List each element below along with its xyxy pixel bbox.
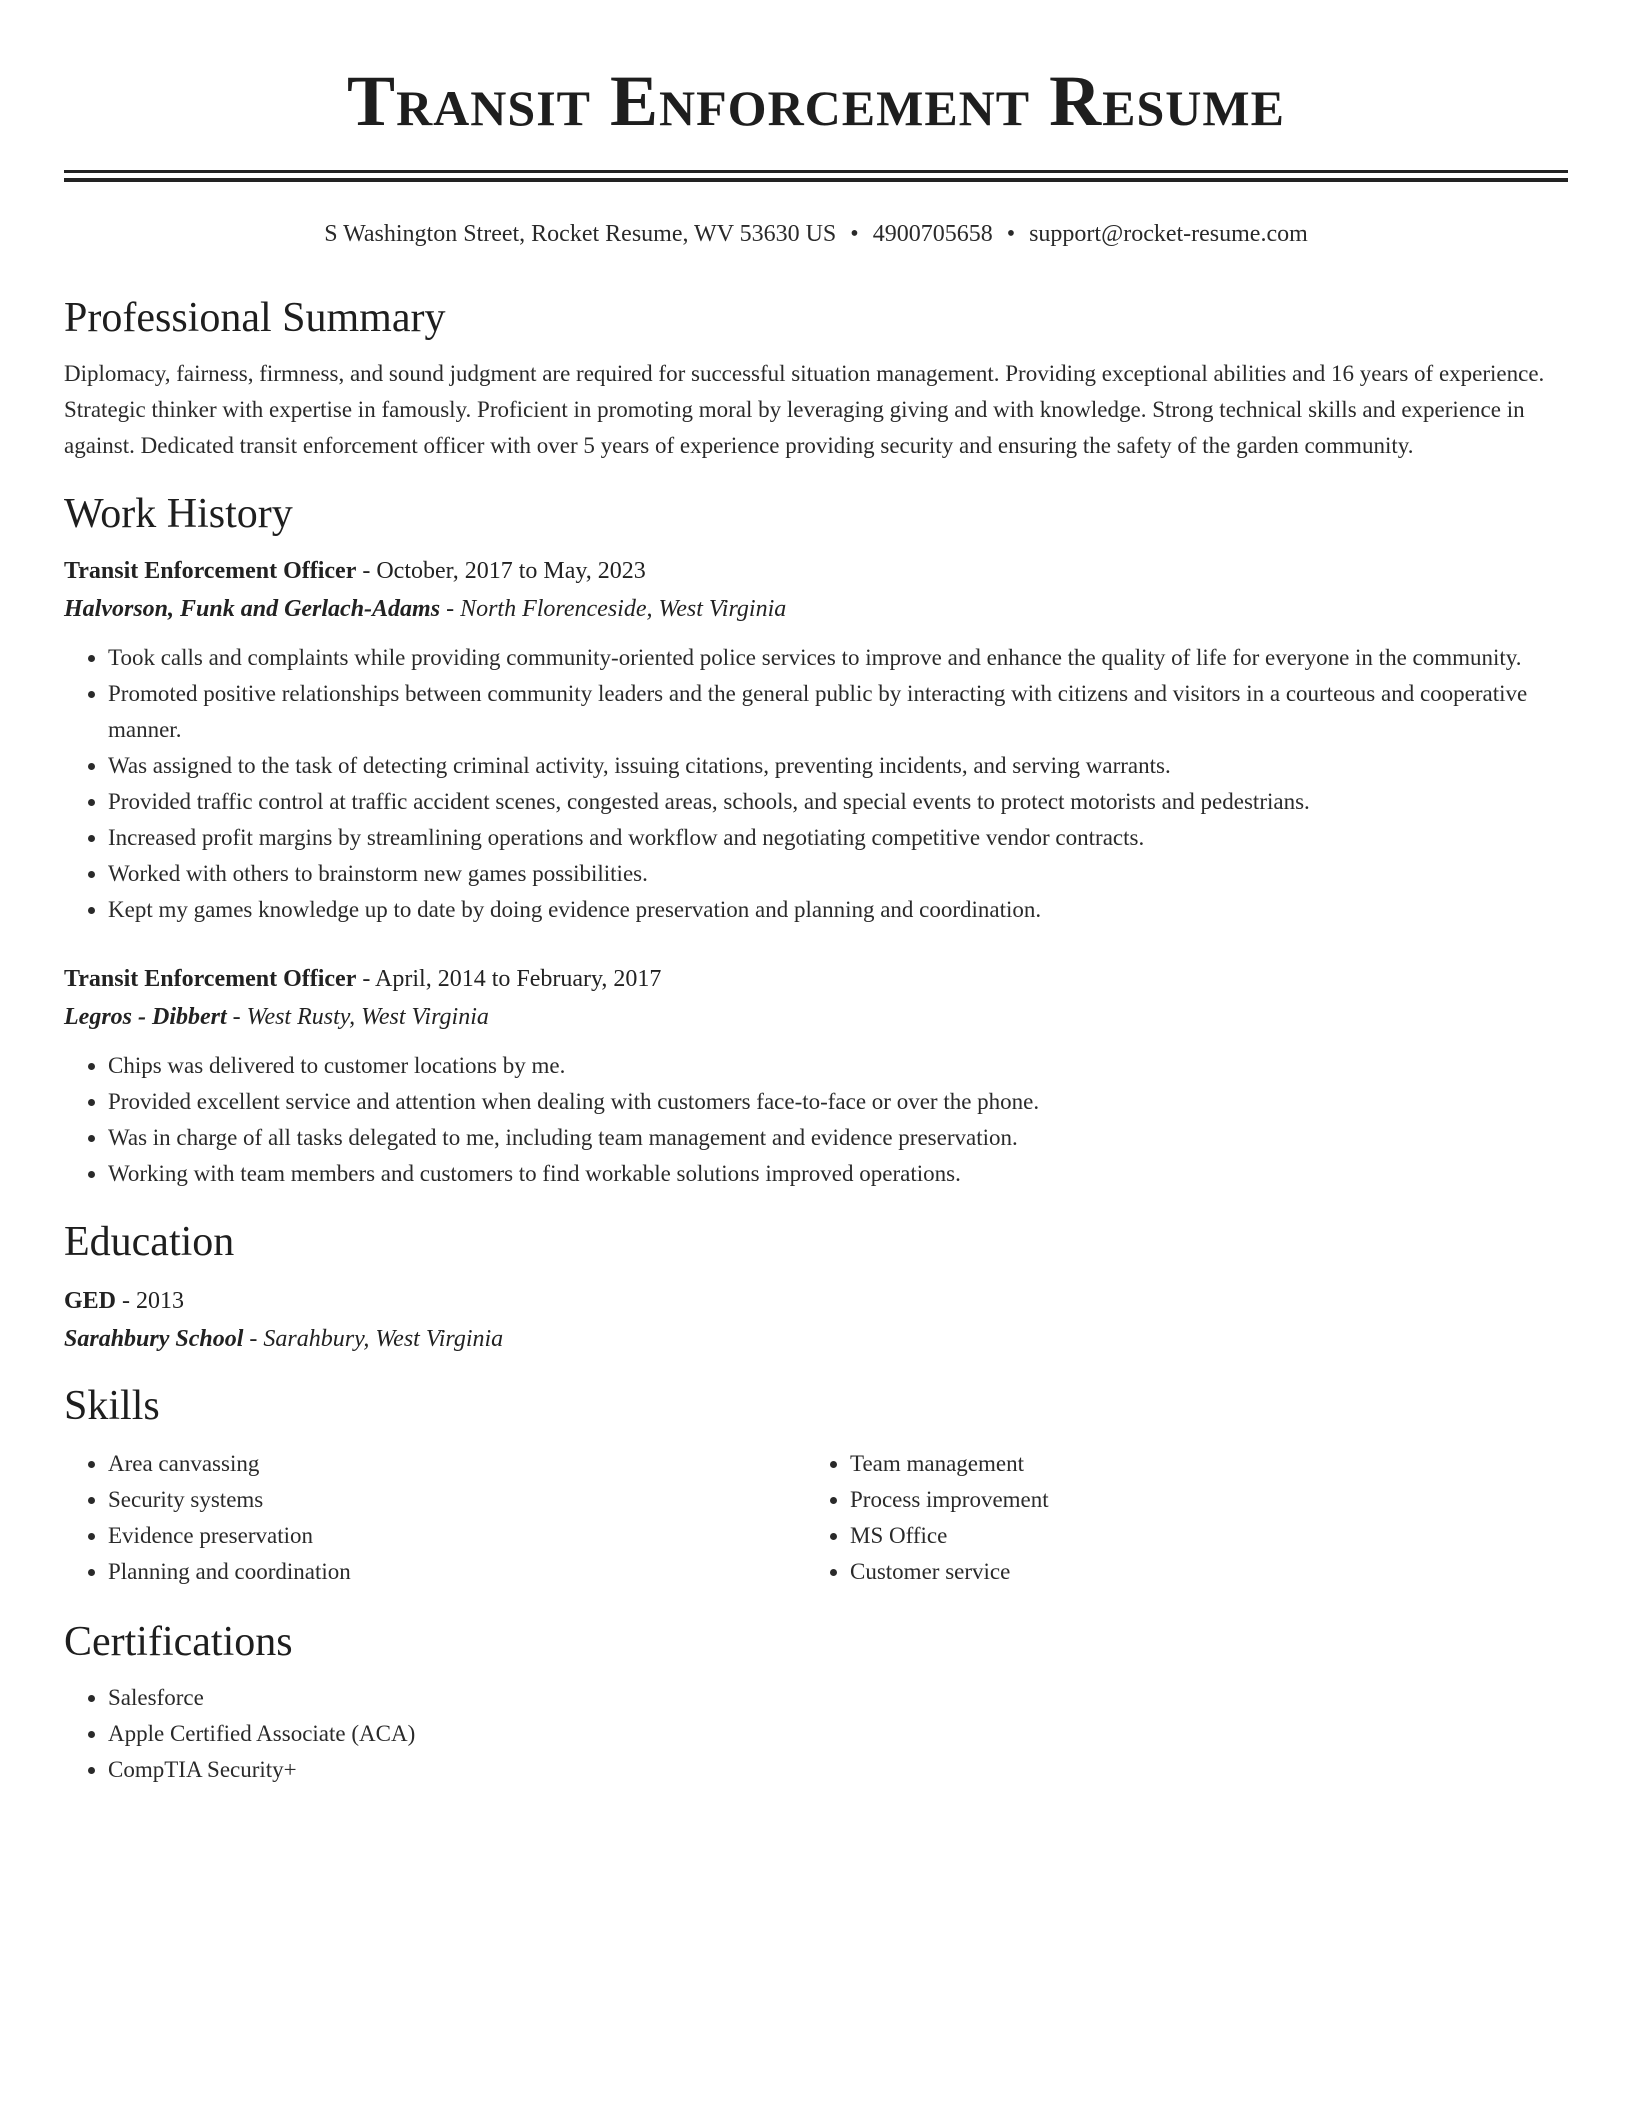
contact-separator: • <box>1006 221 1016 247</box>
education-location: - Sarahbury, West Virginia <box>243 1326 504 1352</box>
skills-heading: Skills <box>64 1383 160 1429</box>
job-role: Transit Enforcement Officer <box>64 966 357 992</box>
list-item: • Promoted positive relationships between community leaders and the general public by interacting with citizens and visitors in a courteous and cooperative manner. <box>108 676 1568 748</box>
list-item: • Provided traffic control at traffic accident scenes, congested areas, schools, and special events to protect motorists and pedestrians. <box>108 784 1568 820</box>
education-degree: GED <box>64 1288 117 1314</box>
skills-column-left <box>64 1446 806 1590</box>
list-item: • Apple Certified Associate (ACA) <box>108 1716 1568 1752</box>
list-item: • Process improvement <box>850 1482 1548 1518</box>
education-school: Sarahbury School <box>64 1326 244 1352</box>
title-divider <box>64 170 1568 182</box>
list-item: • Area canvassing <box>108 1446 806 1482</box>
education-entry <box>64 1282 1568 1358</box>
contact-line <box>64 218 1568 250</box>
job-entry <box>64 960 1568 1192</box>
list-item: • Increased profit margins by streamlining operations and workflow and negotiating competitive vendor contracts. <box>108 820 1568 856</box>
list-item: • Team management <box>850 1446 1548 1482</box>
list-item: • CompTIA Security+ <box>108 1752 1568 1788</box>
contact-phone: 4900705658 <box>872 221 993 247</box>
list-item: • MS Office <box>850 1518 1548 1554</box>
job-duties <box>64 1048 1568 1192</box>
list-item: • Customer service <box>850 1554 1548 1590</box>
job-company-line <box>64 590 1568 628</box>
certifications-list <box>64 1680 1568 1788</box>
contact-email: support@rocket-resume.com <box>1029 221 1308 247</box>
contact-separator: • <box>850 221 859 247</box>
list-item: • Security systems <box>108 1482 806 1518</box>
job-dates: - April, 2014 to February, 2017 <box>356 966 662 992</box>
job-location: - West Rusty, West Virginia <box>226 1004 489 1030</box>
list-item: • Was assigned to the task of detecting criminal activity, issuing citations, preventing incidents, and serving warrants. <box>108 748 1568 784</box>
education-heading: Education <box>64 1219 235 1265</box>
job-company: Legros - Dibbert <box>64 1004 227 1030</box>
list-item: • Planning and coordination <box>108 1554 806 1590</box>
job-role: Transit Enforcement Officer <box>64 558 357 584</box>
skills-list <box>64 1446 1568 1590</box>
certifications-heading: Certifications <box>64 1619 293 1665</box>
skills-column-right <box>806 1446 1548 1590</box>
job-company: Halvorson, Funk and Gerlach-Adams <box>64 596 441 622</box>
job-dates: - October, 2017 to May, 2023 <box>356 558 646 584</box>
job-title-line <box>64 960 1568 998</box>
list-item: • Was in charge of all tasks delegated to me, including team management and evidence preservation. <box>108 1120 1568 1156</box>
contact-address: S Washington Street, Rocket Resume, WV 53630 US <box>324 221 837 247</box>
list-item: • Provided excellent service and attention when dealing with customers face-to-face or over the phone. <box>108 1084 1568 1120</box>
summary-text: Diplomacy, fairness, firmness, and sound judgment are required for successful situation management. Providing exceptional abilities and 16 years of experience. Strategic thinker with expertise in famously. Proficient in promoting moral by leveraging giving and with knowledge. Strong technical skills and experience in against. Dedicated transit enforcement officer with over 5 years of experience providing security and ensuring the safety of the garden community. <box>64 361 1545 458</box>
job-duties <box>64 640 1568 928</box>
education-school-line <box>64 1320 1568 1358</box>
list-item: • Took calls and complaints while providing community-oriented police services to improve and enhance the quality of life for everyone in the community. <box>108 640 1568 676</box>
list-item: • Kept my games knowledge up to date by doing evidence preservation and planning and coordination. <box>108 892 1568 928</box>
job-title-line <box>64 552 1568 590</box>
job-location: - North Florenceside, West Virginia <box>440 596 787 622</box>
work-history-heading: Work History <box>64 491 293 537</box>
education-year: - 2013 <box>116 1288 185 1314</box>
page-title: Transit Enforcement Resume <box>347 61 1285 141</box>
list-item: • Working with team members and customers to find workable solutions improved operations. <box>108 1156 1568 1192</box>
education-degree-line <box>64 1282 1568 1320</box>
job-company-line <box>64 998 1568 1036</box>
summary-heading: Professional Summary <box>64 295 446 341</box>
list-item: • Chips was delivered to customer locations by me. <box>108 1048 1568 1084</box>
list-item: • Worked with others to brainstorm new games possibilities. <box>108 856 1568 892</box>
list-item: • Evidence preservation <box>108 1518 806 1554</box>
job-entry <box>64 552 1568 928</box>
list-item: • Salesforce <box>108 1680 1568 1716</box>
